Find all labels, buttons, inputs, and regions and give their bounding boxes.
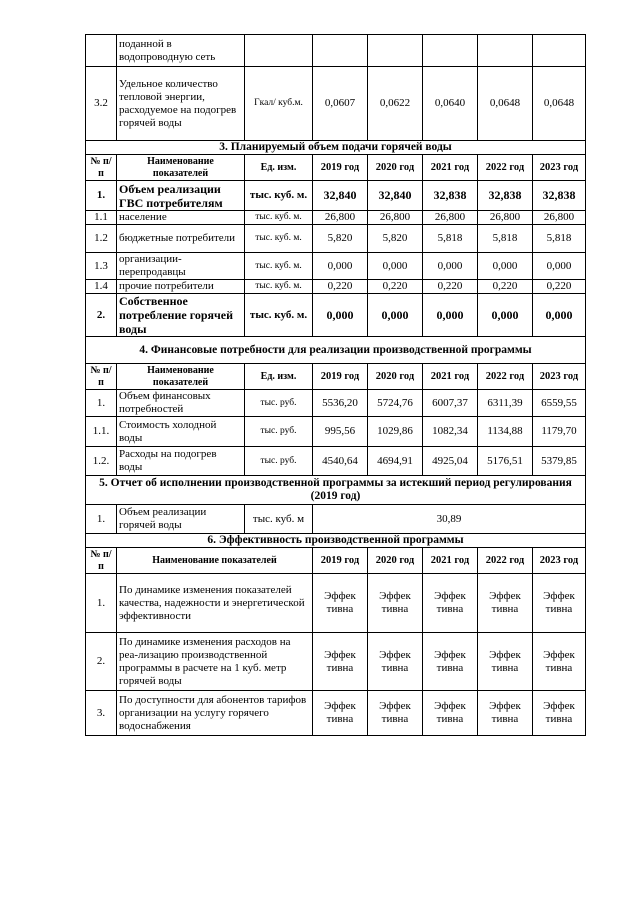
row-number: 1.1 bbox=[86, 211, 117, 225]
row-value: 1029,86 bbox=[368, 417, 423, 447]
row-name: Собственное потребление горячей воды bbox=[117, 294, 245, 337]
section-title-row bbox=[86, 141, 586, 155]
header-year: 2019 год bbox=[313, 364, 368, 390]
row-value: 5176,51 bbox=[478, 447, 533, 476]
row-value: 0,000 bbox=[533, 294, 586, 337]
header-year: 2022 год bbox=[478, 155, 533, 181]
header-row bbox=[86, 155, 586, 181]
header-num: № п/п bbox=[86, 155, 117, 181]
section-title: 6. Эффективность производственной программы bbox=[86, 534, 586, 548]
row-number: 1.1. bbox=[86, 417, 117, 447]
header-row bbox=[86, 548, 586, 574]
row-value: 5,820 bbox=[368, 225, 423, 253]
row-value: 5,818 bbox=[533, 225, 586, 253]
row-value: Эффек тивна bbox=[313, 574, 368, 633]
row-unit: тыс. куб. м bbox=[245, 505, 313, 534]
header-num: № п/п bbox=[86, 548, 117, 574]
row-value: Эффек тивна bbox=[368, 633, 423, 691]
table-row bbox=[86, 294, 586, 337]
header-year: 2023 год bbox=[533, 364, 586, 390]
row-value: Эффек тивна bbox=[423, 633, 478, 691]
row-name: Расходы на подогрев воды bbox=[117, 447, 245, 476]
row-name: население bbox=[117, 211, 245, 225]
table-row bbox=[86, 447, 586, 476]
row-value: 0,000 bbox=[423, 253, 478, 280]
row-value: 5724,76 bbox=[368, 390, 423, 417]
header-unit: Ед. изм. bbox=[245, 364, 313, 390]
row-value: 1134,88 bbox=[478, 417, 533, 447]
section-title: 4. Финансовые потребности для реализации производственной программы bbox=[86, 337, 586, 364]
row-value: Эффек тивна bbox=[533, 574, 586, 633]
header-row bbox=[86, 364, 586, 390]
section-title: 3. Планируемый объем подачи горячей воды bbox=[86, 141, 586, 155]
row-value bbox=[313, 35, 368, 67]
row-number: 1.2 bbox=[86, 225, 117, 253]
row-value: Эффек тивна bbox=[368, 691, 423, 736]
row-number: 1.4 bbox=[86, 280, 117, 294]
row-value: 0,000 bbox=[478, 253, 533, 280]
header-name: Наименование показателей bbox=[117, 155, 245, 181]
row-value: Эффек тивна bbox=[533, 691, 586, 736]
row-value: 32,838 bbox=[533, 181, 586, 211]
header-year: 2020 год bbox=[368, 155, 423, 181]
section-title-row bbox=[86, 534, 586, 548]
row-value: 4540,64 bbox=[313, 447, 368, 476]
header-year: 2021 год bbox=[423, 548, 478, 574]
header-year: 2022 год bbox=[478, 548, 533, 574]
row-name: По доступности для абонентов тарифов организации на услугу горячего водоснабжения bbox=[117, 691, 313, 736]
row-value: 26,800 bbox=[368, 211, 423, 225]
row-number bbox=[86, 35, 117, 67]
row-name: Объем реализации ГВС потребителям bbox=[117, 181, 245, 211]
table-row bbox=[86, 417, 586, 447]
table-row bbox=[86, 253, 586, 280]
row-value: 5,818 bbox=[478, 225, 533, 253]
row-value: 4925,04 bbox=[423, 447, 478, 476]
header-num: № п/п bbox=[86, 364, 117, 390]
row-value: 1082,34 bbox=[423, 417, 478, 447]
production-program-table bbox=[85, 34, 586, 736]
row-value: 0,000 bbox=[478, 294, 533, 337]
table-row bbox=[86, 211, 586, 225]
row-value: 26,800 bbox=[423, 211, 478, 225]
row-value: Эффек тивна bbox=[313, 691, 368, 736]
row-value: 0,0640 bbox=[423, 67, 478, 141]
row-value: Эффек тивна bbox=[313, 633, 368, 691]
row-unit: тыс. руб. bbox=[245, 390, 313, 417]
row-number: 3.2 bbox=[86, 67, 117, 141]
row-value: 6311,39 bbox=[478, 390, 533, 417]
section-title-row bbox=[86, 476, 586, 505]
row-value: 26,800 bbox=[478, 211, 533, 225]
row-number: 1. bbox=[86, 505, 117, 534]
row-value: 6007,37 bbox=[423, 390, 478, 417]
section-title-row bbox=[86, 337, 586, 364]
row-value: 32,840 bbox=[313, 181, 368, 211]
header-unit: Ед. изм. bbox=[245, 155, 313, 181]
row-unit: тыс. руб. bbox=[245, 447, 313, 476]
table-row bbox=[86, 181, 586, 211]
row-value: 0,000 bbox=[368, 294, 423, 337]
row-unit: тыс. куб. м. bbox=[245, 294, 313, 337]
row-value: 0,220 bbox=[478, 280, 533, 294]
row-value: 0,000 bbox=[423, 294, 478, 337]
row-number: 1. bbox=[86, 574, 117, 633]
table-row bbox=[86, 505, 586, 534]
header-year: 2023 год bbox=[533, 548, 586, 574]
row-value: 4694,91 bbox=[368, 447, 423, 476]
header-year: 2020 год bbox=[368, 364, 423, 390]
row-value bbox=[423, 35, 478, 67]
row-value: 0,220 bbox=[368, 280, 423, 294]
row-value: 5536,20 bbox=[313, 390, 368, 417]
header-name: Наименование показателей bbox=[117, 548, 313, 574]
row-name: прочие потребители bbox=[117, 280, 245, 294]
row-number: 1.2. bbox=[86, 447, 117, 476]
row-unit: тыс. куб. м. bbox=[245, 280, 313, 294]
row-number: 3. bbox=[86, 691, 117, 736]
row-unit: тыс. руб. bbox=[245, 417, 313, 447]
row-value: 0,000 bbox=[368, 253, 423, 280]
row-value: Эффек тивна bbox=[478, 691, 533, 736]
row-value: 32,840 bbox=[368, 181, 423, 211]
row-value: Эффек тивна bbox=[368, 574, 423, 633]
row-value: 995,56 bbox=[313, 417, 368, 447]
row-unit: Гкал/ куб.м. bbox=[245, 67, 313, 141]
row-value: Эффек тивна bbox=[533, 633, 586, 691]
row-value: 32,838 bbox=[423, 181, 478, 211]
row-value: 0,0607 bbox=[313, 67, 368, 141]
table-row bbox=[86, 691, 586, 736]
header-year: 2019 год bbox=[313, 155, 368, 181]
row-value: 26,800 bbox=[533, 211, 586, 225]
row-value: 0,220 bbox=[423, 280, 478, 294]
row-value: Эффек тивна bbox=[423, 574, 478, 633]
row-number: 2. bbox=[86, 633, 117, 691]
row-value: 0,000 bbox=[533, 253, 586, 280]
row-name: бюджетные потребители bbox=[117, 225, 245, 253]
row-value bbox=[478, 35, 533, 67]
row-value bbox=[368, 35, 423, 67]
section-title: 5. Отчет об исполнении производственной программы за истекший период регулирования (2019 год) bbox=[86, 476, 586, 505]
row-value: Эффек тивна bbox=[478, 633, 533, 691]
row-name: Объем финансовых потребностей bbox=[117, 390, 245, 417]
row-number: 1. bbox=[86, 390, 117, 417]
header-year: 2020 год bbox=[368, 548, 423, 574]
row-value: 0,000 bbox=[313, 294, 368, 337]
row-value bbox=[533, 35, 586, 67]
row-value: 0,0622 bbox=[368, 67, 423, 141]
table-row bbox=[86, 633, 586, 691]
row-unit: тыс. куб. м. bbox=[245, 253, 313, 280]
row-value: 5,818 bbox=[423, 225, 478, 253]
table-row bbox=[86, 280, 586, 294]
row-number: 2. bbox=[86, 294, 117, 337]
row-number: 1. bbox=[86, 181, 117, 211]
row-value: Эффек тивна bbox=[478, 574, 533, 633]
row-name: Стоимость холодной воды bbox=[117, 417, 245, 447]
row-value: 6559,55 bbox=[533, 390, 586, 417]
row-value: 0,220 bbox=[533, 280, 586, 294]
header-year: 2022 год bbox=[478, 364, 533, 390]
row-unit: тыс. куб. м. bbox=[245, 181, 313, 211]
row-unit bbox=[245, 35, 313, 67]
row-name: организации-перепродавцы bbox=[117, 253, 245, 280]
table-row bbox=[86, 390, 586, 417]
table-row bbox=[86, 574, 586, 633]
header-year: 2021 год bbox=[423, 155, 478, 181]
table-row bbox=[86, 225, 586, 253]
row-value: 26,800 bbox=[313, 211, 368, 225]
row-value: Эффек тивна bbox=[423, 691, 478, 736]
row-value: 1179,70 bbox=[533, 417, 586, 447]
row-value: 0,0648 bbox=[478, 67, 533, 141]
row-name: Объем реализации горячей воды bbox=[117, 505, 245, 534]
header-year: 2019 год bbox=[313, 548, 368, 574]
row-value: 0,220 bbox=[313, 280, 368, 294]
header-year: 2021 год bbox=[423, 364, 478, 390]
row-name: По динамике изменения показателей качества, надежности и энергетической эффективности bbox=[117, 574, 313, 633]
row-unit: тыс. куб. м. bbox=[245, 211, 313, 225]
row-value: 5379,85 bbox=[533, 447, 586, 476]
row-value: 5,820 bbox=[313, 225, 368, 253]
header-year: 2023 год bbox=[533, 155, 586, 181]
row-value: 32,838 bbox=[478, 181, 533, 211]
row-unit: тыс. куб. м. bbox=[245, 225, 313, 253]
row-number: 1.3 bbox=[86, 253, 117, 280]
table-row bbox=[86, 35, 586, 67]
table-row bbox=[86, 67, 586, 141]
row-name: Удельное количество тепловой энергии, расходуемое на подогрев горячей воды bbox=[117, 67, 245, 141]
row-value: 0,0648 bbox=[533, 67, 586, 141]
row-value: 0,000 bbox=[313, 253, 368, 280]
header-name: Наименование показателей bbox=[117, 364, 245, 390]
row-name: По динамике изменения расходов на реа-лизацию производственной программы в расчете на 1 куб. метр горячей воды bbox=[117, 633, 313, 691]
row-value: 30,89 bbox=[313, 505, 586, 534]
row-name: поданной в водопроводную сеть bbox=[117, 35, 245, 67]
